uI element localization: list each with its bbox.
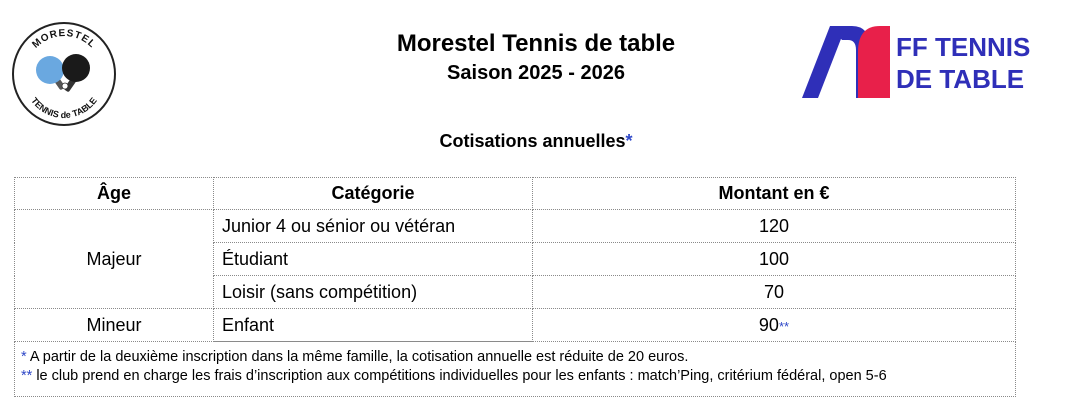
header-category: Catégorie bbox=[214, 178, 533, 210]
amount-cell: 100 bbox=[533, 243, 1016, 276]
footnote-2-text: le club prend en charge les frais d’inscription aux compétitions individuelles pour les enfants : match’Ping, critérium fédéral, open 5-6 bbox=[32, 368, 887, 384]
footnote-2-mark: ** bbox=[21, 368, 33, 384]
page-title: Morestel Tennis de table bbox=[396, 30, 676, 57]
category-cell: Junior 4 ou sénior ou vétéran bbox=[214, 210, 533, 243]
footnote-1-mark: * bbox=[21, 349, 27, 365]
table-row bbox=[15, 210, 1016, 243]
table-row bbox=[15, 309, 1016, 342]
fftt-line1: FF TENNIS bbox=[896, 32, 1031, 62]
header-age: Âge bbox=[15, 178, 214, 210]
footnote-1-text: A partir de la deuxième inscription dans la même famille, la cotisation annuelle est réduite de 20 euros. bbox=[26, 349, 689, 365]
section-title-text: Cotisations annuelles bbox=[439, 131, 626, 151]
footnotes bbox=[14, 341, 1016, 397]
section-title bbox=[0, 131, 1072, 152]
category-cell: Étudiant bbox=[214, 243, 533, 276]
category-cell: Loisir (sans compétition) bbox=[214, 276, 533, 309]
amount-cell bbox=[533, 309, 1016, 342]
category-cell: Enfant bbox=[214, 309, 533, 342]
header-amount: Montant en € bbox=[533, 178, 1016, 210]
age-cell: Majeur bbox=[15, 210, 214, 309]
fftt-line2: DE TABLE bbox=[896, 64, 1025, 94]
amount-cell: 120 bbox=[533, 210, 1016, 243]
amount-cell: 70 bbox=[533, 276, 1016, 309]
logo-text-top: MORESTEL bbox=[30, 27, 98, 51]
age-cell: Mineur bbox=[15, 309, 214, 342]
footnote-1 bbox=[21, 348, 1009, 367]
season-subtitle: Saison 2025 - 2026 bbox=[447, 62, 625, 84]
footnote-star: * bbox=[625, 131, 633, 151]
amount-value: 90 bbox=[758, 314, 779, 335]
table-header-row bbox=[15, 178, 1016, 210]
logo-text-bottom: TENNIS de TABLE bbox=[29, 95, 99, 121]
fees-table bbox=[14, 177, 1016, 342]
footnote-double-star: ** bbox=[778, 318, 790, 334]
footnote-2 bbox=[21, 367, 1009, 386]
